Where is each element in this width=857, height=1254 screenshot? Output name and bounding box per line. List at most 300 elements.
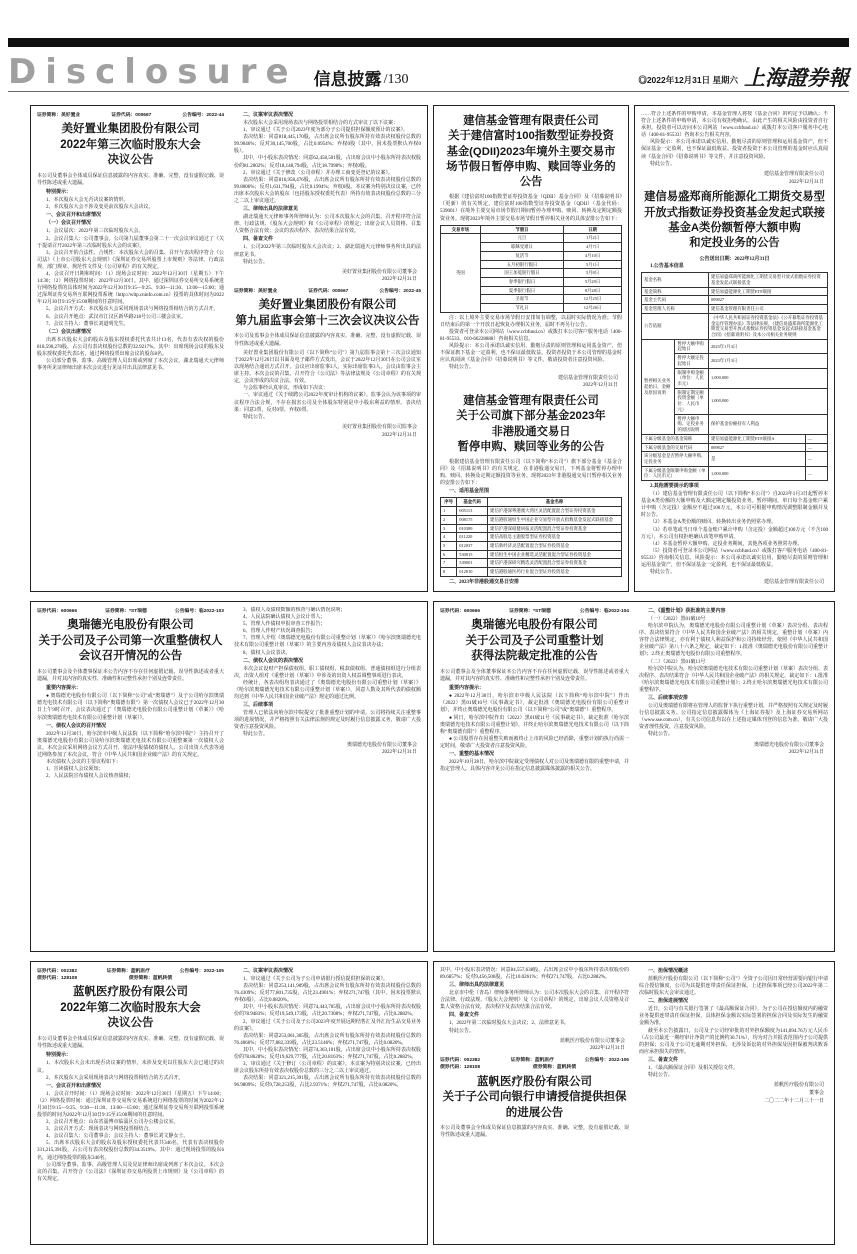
page-number: /130 [383,72,409,88]
signature-line: 2022年12月31日 [582,383,618,389]
signature-line: 2022年12月31日 [788,179,824,185]
table-header-cell: 基金名称 [488,498,622,507]
form-table [641,272,828,481]
title-line: 关于公司及子公司第一次重整债权人 [38,634,223,647]
paragraph: 1、2022年第二次临时股东大会决议；2、法律意见书。 [449,1021,570,1027]
signature-line: 董事会 [808,1090,824,1096]
paragraph: 其中，中小股东表决情况：同意74,443,705股，占出席会议中小股东所持表决权股份的78.9483%；反对19,549,173股，占比20.7308%；弃权271,747股，占比0.2882%。 [234,1005,421,1018]
form-row [642,466,828,480]
form-label: 基金管理人名称 [642,305,709,314]
byline-field: 证券代码：002382 [37,969,77,974]
title-line: 美好置业集团股份有限公司 [61,123,200,136]
article-title [234,298,421,329]
announcement-box-aorui-2 [433,601,835,952]
table-row [441,515,622,524]
paragraph: 本次会议设财产担保债权组、职工债权组、税款债权组、普通债权组进行分组表决，出资人组对《重整计划（草案）》中涉及的出资人权益调整事项进行表决。 [234,666,421,679]
title-line: 开放式指数证券投资基金发起式联接 [644,206,825,219]
table-header-row [441,225,622,234]
table-cell: 8月28日 [564,286,622,295]
byline-row [440,1064,629,1071]
paragraph: 3、审议通过《关于修订〈公司章程〉的议案》。本议案为特别决议议案，已经出席会议股东所持有效表决权股份总数的三分之二以上审议通过。 [234,1062,421,1075]
signature-line: 2022年12月31日 [381,750,417,756]
byline-field: 证券简称：*ST瑞德 [105,609,147,614]
paragraph: 湖北瑞通天元律师事务所律师认为：公司本次股东大会的召集、召开程序符合法律、行政法规、《股东大会规则》和《公司章程》的规定；出席会议人员资格、召集人资格合法有效；会议的表决程序、表决结果合法有效。 [234,215,421,235]
byline-row [440,1057,629,1064]
paragraph: 4、会议召开日期和时间：（1）现场会议时间：2022年12月30日（星期五）下午14:30；（2）网络投票时间：2022年12月30日。其中，通过深圳证券交易所交易系统进行网络投票的具体时间为2022年12月30日9:15—9:25、9:30—11:30、13:00—15:00；通过深圳证券交易所互联网投票系统（http://wltp.cninfo.com.cn）投票的具体时间为2022年12月30日9:15至15:00期间的任意时间。 [37,271,224,306]
paragraph: 6、管理人作财产状况调查报告； [243,629,316,635]
table-cell: 539001 [457,559,488,568]
paragraph: 3、会议召开方式：现场表决与网络投票相结合。 [46,1127,154,1133]
paragraph: 表决结果：同意816,958,476股，占出席会议所有股东所持有效表决权股份总数的99.8006%；反对1,631,794股，占比0.1994%；弃权0股。本议案为特别决议议案，已经出席本次股东大会的股东（包括股东授权委托代表）所持有效表决权股份总数的三分之二以上审议通过。 [234,177,421,205]
form-value: 009827 [708,296,827,305]
form-row [642,296,828,305]
form-sub-label: 暂停大额申购起始日 [675,339,708,353]
table-cell: 4 [441,533,457,542]
paragraph: 1、宣读债权人会议须知； [46,767,104,773]
paragraph: 公司及奥瑞德有限将在管理人的监督下执行重整计划，并严格按照有关规定及时履行信息披露义务。公司指定信息披露媒体为《上海证券报》及上海证券交易所网站（www.sse.com.cn），有关公司信息均以在上述指定媒体刊登的信息为准。敬请广大投资者理性投资，注意投资风险。 [639,704,828,731]
signature [641,579,824,586]
date-line: ◎2022年12月31日 星期六 [638,75,738,86]
table-header-cell: 日期 [564,225,622,234]
table-row [441,550,622,559]
form-sub-label: 暂停大额申购、定投业务的原因说明 [675,414,708,434]
form-label: 基金名称 [642,273,709,287]
paragraph: 特此公告。 [650,161,676,167]
paragraph: 3、会议召开的合法性、合规性：本次股东大会的召集、召开与表决程序符合《公司法》《上市公司股东大会规则》《深圳证券交易所股票上市规则》等法律、行政法规、部门规章、规范性文件及《公司章程》的有关规定。 [37,250,224,270]
byline-field: 公告编号：2022-105 [179,969,224,974]
paragraph: 经统计，各表决组均表决通过了《奥瑞德光电股份有限公司重整计划（草案）》《哈尔滨奥瑞德光电技术有限公司重整计划（草案）》，同意人数及其所代表的债权额均达到《中华人民共和国企业破产法》规定的通过比例。 [234,680,421,701]
table-header-cell: 交易市场 [441,225,481,234]
form-value: 2023年1月3日 [708,354,827,368]
article-title [440,618,629,665]
table-cell: 建信沪港深稳健回报灵活配置混合型证券投资基金 [488,524,622,533]
title-line: 建信基金管理有限责任公司 [463,395,599,408]
paragraph: 哈尔滨中院认为，哈尔滨奥瑞德光电技术有限公司重整计划（草案）表决分组、表决程序、表决结果符合《中华人民共和国企业破产法》的相关规定，裁定如下：1.批准《哈尔滨奥瑞德光电技术有限公司重整计划》；2.终止哈尔滨奥瑞德光电技术有限公司重整程序。 [639,666,828,693]
form-value: 1,000,000 [708,466,805,480]
paragraph: 8、债权人会议表决。 [243,650,291,656]
signature-line: 奥瑞德光电股份有限公司董事会 [346,742,417,748]
paragraph: 注：以上境外主要交易市场节假日安排如有调整，以届时实际情况为准；节假日结束后的第一个开放日起恢复办理相关业务，届时不再另行公告。 [440,315,622,328]
form-value: 保护基金份额持有人利益 [708,414,827,434]
paragraph: 2、会议召开地点：山东省淄博市临淄区公司办公楼会议室。 [46,1120,179,1126]
table-cell: 5月29日 [564,277,622,286]
section-heading: 三、备查文件 [648,1057,679,1063]
signature-line: 蓝帆医疗股份有限公司董事会 [559,1038,625,1044]
title-line: 和定投业务的公告 [689,237,780,249]
title-line: 蓝帆医疗股份有限公司 [477,1075,592,1088]
byline-field: 债券代码：128108 [37,976,77,982]
form-value: 1,000,000 [708,388,827,414]
article-title [440,114,622,190]
byline [37,112,224,119]
section-heading: 二、议案审议表决情况 [243,969,294,974]
section-heading: （二）会议出席情况 [46,329,92,335]
table-cell: 3 [441,524,457,533]
paragraph: 4、会议召集人：公司董事会；会议主持人：董事长刘文静女士。 [46,1134,189,1140]
section-heading: 二、《重整计划》获批准的主要内容 [648,609,726,614]
signature-line: 美好置业集团股份有限公司监事会 [341,424,417,430]
byline-field: 债券简称：蓝帆转债 [532,1065,577,1071]
signature-line: 建信基金管理有限责任公司 [557,375,618,381]
text-column [440,607,629,946]
announcement-box-meihao [30,105,428,592]
byline-row [37,608,224,615]
article-title [440,394,622,455]
table-cell: 008175 [457,515,488,524]
announcement-box-aorui-1 [30,601,428,952]
section-title: 信息披露 [313,70,382,89]
paragraph: 近日，公司与有关银行签署了《最高额保证合同》，为子公司在授信额度内的融资业务提供连带责任保证担保，具体担保金额以实际签署的担保合同及实际发生的融资金额为准。 [639,1007,828,1027]
table-cell: 耶稣受难日 [480,243,563,252]
form-value: 2023年1月3日 [708,339,827,353]
table-cell: 建信沪港深研究精选灵活配置混合型证券投资基金 [488,559,622,568]
paragraph: 2、本次股东大会不涉及变更前次股东大会决议。 [46,205,154,211]
text-column [234,111,421,586]
paragraph: （2）本基金A类份额的赎回、转换转出业务仍照常办理。 [650,520,777,526]
title-line: 非港股通交易日 [491,425,571,438]
byline-field: 债券简称：蓝帆转债 [128,976,173,982]
paragraph: 特此公告。 [243,732,269,738]
paragraph: 风险提示：本公司承诺以诚实信用、勤勉尽责的原则管理和运用基金资产，但不保证基金一定盈利，也不保证最低收益。投资者投资于本公司管理的基金时应认真阅读《基金合同》《招募说明书》等文件，并注意投资风险。 [641,140,828,160]
text-column [639,967,828,1239]
paragraph: 5、会议召开方式：本次股东大会采用现场表决与网络投票相结合的方式召开。 [46,307,219,313]
form-row [642,313,828,339]
paragraph: 特此公告。 [243,259,269,265]
section-heading: 三、律师出具的法律意见 [243,207,299,213]
announcement-box-lanfan-2 [433,961,835,1245]
article-title [641,190,828,251]
text-column [641,111,828,586]
byline [234,288,421,295]
paragraph: 一、审议通过《关于续聘公司2022年度审计机构的议案》。监事会认为该事项的审议程序合法合规，不存在损害公司及全体股东特别是中小股东利益的情形。表决结果：同意3票，反对0票，弃权0票。 [234,393,421,413]
paragraph: 出席本次股东大会的股东及股东授权委托代表共计13名，代表有表决权的股份818,590,270股，占公司有表决权股份总数的32.9217%。其中：出席现场会议的股东及股东授权委托代表5名，通过网络投票出席会议的股东8名。 [37,337,224,357]
byline-field: 证券简称：蓝帆医疗 [106,969,150,974]
signature [440,1038,625,1054]
signature-line: 2022年12月31日 [381,277,417,283]
table-header-cell: 序号 [441,498,457,507]
column-layout [37,607,421,946]
title-line: 基金A类份额暂停大额申购 [668,221,801,234]
table-cell: 4月10日 [564,251,622,260]
paragraph: 1、审议通过《关于公司2023年度为部分子公司提供担保额度预计的议案》。 [243,128,409,134]
paragraph: 哈尔滨中院认为，奥瑞德光电股份有限公司重整计划（草案）表决分组、表决程序、表决结果符合《中华人民共和国企业破产法》的相关规定，重整计划（草案）内容符合法律规定，亦有利于债权人利益保护和公司持续经营。依照《中华人民共和国企业破产法》第八十六条之规定，裁定如下：1.批准《奥瑞德光电股份有限公司重整计划》；2.终止奥瑞德光电股份有限公司重整程序。 [639,624,828,658]
column-layout [440,607,828,946]
title-line: 美好置业集团股份有限公司 [258,299,397,312]
form-dash-cell: — [805,452,827,466]
byline-field: 公告编号：临2022-104 [579,609,629,614]
paragraph: 其中，中小股东表决情况：同意62,458,501股，占出席会议中小股东所持表决权股份的81.2002%；反对18,148,794股，占比18.7998%；弃权0股。 [234,156,421,169]
paragraph: 表决结果：同意321,215,391股，占出席会议所有股东所持有效表决权股份总数的96.9809%；反对9,728,253股，占比2.9371%；弃权271,747股，占比0.0820%。 [234,1076,421,1089]
title-line: 蓝帆医疗股份有限公司 [73,986,188,999]
form-label: 下属分级基金的交易代码 [642,443,709,452]
paragraph: ● 奥瑞德光电股份有限公司（以下简称“公司”或“奥瑞德”）及子公司哈尔滨奥瑞德光电技术有限公司（以下简称“奥瑞德有限”）第一次债权人会议已于2022年12月30日上午9时召开，会议表决通过了《奥瑞德光电股份有限公司重整计划（草案）》《哈尔滨奥瑞德光电技术有限公司重整计划（草案）》。 [37,694,224,721]
table-cell: 1 [441,507,457,516]
signature-line: 建信基金管理有限责任公司 [763,580,824,586]
byline-row [37,975,224,982]
paragraph: 北京市中伦（青岛）律师事务所律师认为：公司本次股东大会的召集、召开程序符合法律、行政法规、《股东大会规则》及《公司章程》的规定，出席会议人员资格及召集人资格合法有效，表决程序及表决结果合法有效。 [440,991,629,1011]
paragraph: 风险提示：本公司承诺以诚实信用、勤勉尽责的原则管理和运用基金资产，但不保证旗下基金一定盈利，也不保证最低收益。投资者投资于本公司管理的基金时应认真阅读《基金合同》《招募说明书》等文件。敬请投资者注意投资风险。 [440,344,622,364]
section-heading: 二、担保进展情况 [648,999,689,1005]
paragraph: 1、会议届次：2022年第三次临时股东大会。 [46,229,144,235]
form-value: 是 [708,452,805,466]
paragraph: 1、会议召开时间：（1）现场会议时间：2022年12月30日（星期五）下午14:00；（2）网络投票时间：通过深圳证券交易所交易系统进行网络投票的时间为2022年12月30日9:15—9:25、9:30—11:30、13:00—15:00；通过深圳证券交易所互联网投票系统投票的时间为2022年12月30日9:15至15:00期间的任意时间。 [37,1091,224,1118]
title-line: 奥瑞德光电股份有限公司 [67,619,194,632]
section-heading: 特别提示： [46,190,72,196]
title-line: 的进展公告 [505,1106,564,1119]
section-heading: 三、后续事项安排 [648,696,689,702]
disclaimer-text: 本公司董事会及全体董事保证本公告内容不存在任何虚假记载、误导性陈述或者重大遗漏，并对其内容的真实性、准确性和完整性承担个别及连带责任。 [440,669,629,682]
paragraph: （3）若单笔或当日单个基金账户累计申购（含定投）金额超过100万元（不含100万元），本公司有权拒绝确认该笔申购申请。 [641,527,828,540]
section-heading: （一）会议召开情况 [46,221,92,227]
title-line: 建信易盛郑商所能源化工期货交易型 [644,191,825,204]
byline-field: 证券简称：*ST瑞德 [509,609,551,614]
paragraph: （1）建信基金管理有限责任公司（以下简称“本公司”）自2023年1月3日起暂停本基金A类份额的大额申购及大额定期定额投资业务。暂停期间，单日每个基金账户累计申购（含定投）金额应不超过100万元，本公司可根据申购情况调整限制金额并及时公告。 [641,492,828,519]
text-column [440,111,622,586]
title-line: 会议召开情况的公告 [78,650,183,663]
title-line: 公告 [519,176,543,188]
paragraph: 4、人民法院确认债权人会议计票人； [243,615,326,621]
paragraph: ● 2022年12月30日，哈尔滨市中级人民法院（以下简称“哈尔滨中院”）作出（2022）黑01破10号《民事裁定书》，裁定批准《奥瑞德光电股份有限公司重整计划》，并终止奥瑞德光电股份有限公司（以下简称“公司”或“奥瑞德”）重整程序。 [440,694,629,714]
form-dash-cell: — [805,466,827,480]
form-dash-cell: — [805,443,827,452]
table-cell: 12月25日 [564,295,622,304]
byline [37,608,224,615]
masthead-english: Disclosure [8,52,298,93]
paragraph: 特此公告。 [243,414,269,420]
text-column [234,607,421,946]
paragraph: 美好置业集团股份有限公司（以下简称“公司”）第九届监事会第十三次会议通知于2022年12月26日以书面及电子邮件方式发出，会议于2022年12月30日在公司会议室以现场结合通讯方式召开。会议应出席监事3人，实际出席监事3人。会议由监事会主席主持。本次会议的召集、召开符合《公司法》等法律法规及《公司章程》的有关规定，会议形成的决议合法、有效。 [234,350,421,385]
paragraph: 其中，中小股东表决情况：同意84,557,638股，占出席会议中小股东所持表决权股份的89.6857%；反对9,456,506股，占比10.0261%；弃权271,747股，占比0.2882%。 [440,968,629,981]
article-title [37,985,224,1032]
paragraph: 2022年10月28日，哈尔滨中院裁定受理债权人对公司及奥瑞德有限的重整申请，并指定管理人。具体内容详见公司在指定信息披露媒体披露的相关公告。 [440,759,629,773]
section-heading: 三、律师出具的法律意见 [449,983,505,989]
form-label: 基金主代码 [642,296,709,305]
title-line: 关于公司及子公司重整计划 [465,634,604,647]
signature [641,171,824,187]
form-label: 下属分级基金限制申购金额（单位：人民币元） [642,466,709,480]
signature-line: 美好置业集团股份有限公司董事会 [341,269,417,275]
table-cell: 7 [441,559,457,568]
table-cell: 012810 [457,568,488,577]
byline-field: 证券简称：美好置业 [37,113,81,118]
table-cell: 530015 [457,550,488,559]
top-rule [8,38,849,47]
table-cell: 4月7日 [564,243,622,252]
section-heading: 一、债权人会议的召开情况 [46,723,107,729]
paragraph: 2、审议通过《关于修改〈公司章程〉并办理工商变更登记的议案》。 [243,170,394,176]
form-row [642,452,828,466]
data-table [440,225,622,313]
title-line: 关于子公司向银行申请授信提供担保 [442,1091,627,1104]
table-cell: 2 [441,515,457,524]
byline-field: 公告编号：2022-45 [379,289,421,295]
byline-field: 证券简称：蓝帆医疗 [510,1058,554,1064]
paragraph: 本次股东大会采用现场表决与网络投票相结合的方式审议了以下议案： [243,121,399,126]
section-heading: 一、会议召开和出席情况 [46,1083,102,1089]
table-cell: 复活节 [480,251,563,260]
paragraph: 6、会议召开地点：武汉市江汉区新华路218号公司三楼会议室。 [46,314,187,320]
signature [234,269,417,285]
column-layout [440,111,622,586]
table-cell: 建信港股通恒生中国企业交易型开放式指数基金发起式联接基金 [488,515,622,524]
byline-field: 公告编号：2022-106 [584,1058,629,1064]
disclaimer-text: 本公司及董事会全体成员保证信息披露的内容真实、准确、完整，没有虚假记载、误导性陈述或重大遗漏。 [37,173,224,186]
announcement-box-ccb-etf [634,105,835,592]
byline-row [37,112,224,119]
table-cell: 5月1日 [564,260,622,269]
form-value: 《中华人民共和国证券投资基金法》《公开募集证券投资基金运作管理办法》等法律法规，《建信易盛郑商所能源化工期货交易型开放式指数证券投资基金发起式联接基金基金合同》《招募说明书》及本公司相关业务规则 [708,313,827,339]
text-column [234,967,421,1239]
table-cell: 建信恒生中国企业精选灵活配置混合型证券投资基金 [488,550,622,559]
announce-date-line: 公告送出日期：2022年12月31日 [699,257,770,263]
announcement-box-lanfan-1 [30,961,428,1245]
paragraph: 公司部分董事、监事、高级管理人员出席或列席了本次会议，湖北瑞通天元律师事务所见证律师出席本次会议进行见证并出具法律意见书。 [37,359,224,372]
disclaimer-text: 本公司董事会及全体董事保证本公告内容不存在任何虚假记载、误导性陈述或者重大遗漏，并对其内容的真实性、准确性和完整性承担个别及连带责任。 [37,669,224,682]
byline-field: 债券代码：128108 [440,1065,480,1071]
paragraph: 投资者可登录本公司网站（www.ccbfund.cn）或拨打本公司客户服务电话（400-81-95533、010-66228888）咨询相关信息。 [440,330,622,343]
signature-line: 建信基金管理有限责任公司 [763,171,824,177]
form-row [642,443,828,452]
paragraph: 2、会议召集人：公司董事会。公司第九届董事会第二十一次会议审议通过了《关于提请召开2022年第三次临时股东大会的议案》。 [37,236,224,249]
column-layout [37,967,421,1239]
paragraph: 特此公告。 [648,732,674,738]
byline-field: 证券代码：000667 [111,113,152,118]
disclaimer-text: 本公司及董事会全体成员保证信息披露的内容真实、准确、完整，没有虚假记载、误导性陈述或重大遗漏。 [37,1036,224,1050]
page-header [8,52,849,92]
table-row [441,507,622,516]
title-line: 决议公告 [107,1017,154,1030]
table-header-row [441,498,622,507]
table-merged-cell: 英国 [441,234,481,312]
form-group-label: 暂停相关业务起始日、金额及原因说明 [642,339,675,434]
byline [440,1057,629,1071]
byline-field: 公告编号：临2022-103 [174,609,224,614]
text-column [37,111,224,586]
paragraph: 7、管理人介绍《奥瑞德光电股份有限公司重整计划（草案）》《哈尔滨奥瑞德光电技术有限公司重整计划（草案）》的主要内容及债权人会议表决办法； [234,636,421,649]
table-row [441,559,622,568]
section-heading: 二、2023年非港股通交易日安排 [449,579,520,585]
form-dash-cell: — [805,434,827,443]
disclaimer-text: 本公司及监事会全体成员保证信息披露的内容真实、准确、完整，没有虚假记载、误导性陈述或重大遗漏。 [234,334,421,347]
paragraph: （二）（2022）黑01破11号 [648,659,706,665]
table-cell: 节礼日 [480,304,563,313]
section-heading: 四、备查文件 [449,1013,480,1019]
title-line: 关于建信富时100指数型证券投资 [448,130,614,143]
section-heading: 重要内容提示： [46,686,82,692]
paragraph: 特此公告。 [650,570,676,576]
paragraph: 7、会议主持人：董事长刘道明先生。 [46,321,129,327]
text-column [440,967,629,1239]
title-line: 决议公告 [107,154,154,167]
byline-field: 证券代码：600666 [440,609,480,614]
section-heading: 二、债权人会议的表决情况 [243,658,304,664]
table-row [441,542,622,551]
section-heading: 一、担保情况概述 [648,969,689,974]
column-layout [641,111,828,586]
announcement-box-ccb-fund [433,105,629,592]
table-cell: 圣诞节 [480,295,563,304]
paragraph: 2022年12月30日，哈尔滨市中级人民法院（以下简称“哈尔滨中院”）主持召开了奥瑞德光电股份有限公司及哈尔滨奥瑞德光电技术有限公司重整案第一次债权人会议。本次会议采用网络会议方式召开，依法申报债权的债权人、公司出资人代表等通过网络参加了本次会议，符合《中华人民共和国企业破产法》的有关规定。 [37,731,224,758]
form-row [642,287,828,296]
paragraph: 1、公司2022年第三次临时股东大会决议；2、湖北瑞通天元律师事务所出具的法律意见书。 [234,245,421,258]
paragraph: 5、出席本次股东大会的股东及股东授权委托代表共346名，代表有表决权股份331,215,391股，占公司有表决权股份总数的34.3519%。其中：通过现场投票的股东6名，通过网络投票的股东340名。 [37,1141,224,1161]
text-column [37,967,224,1239]
paragraph: 特此公告。 [648,1073,674,1079]
section-heading: 1.公告基本信息 [650,264,684,270]
paragraph: 截至本公告披露日，公司及子公司经审批的对外担保额度为141,894.76万元人民币（占公司最近一期经审计净资产的比例约30.71%），均为对合并报表范围内子公司提供的担保；公司及子公司无逾期对外担保，无涉及诉讼的对外担保及因担保被判决败诉而应承担损失的情形。 [639,1028,828,1055]
title-line: 2022年第二次临时股东大会 [60,1001,201,1014]
form-value: 建信易盛郑商所能源化工期货交易型开放式指数证券投资基金发起式联接基金 [708,273,827,287]
title-line: 关于公司旗下部分基金2023年 [456,410,606,423]
title-line: 第九届监事会第十三次会议决议公告 [235,314,420,327]
table-cell: 011220 [457,533,488,542]
table-cell: 建信港股通医药行业混合型证券投资基金 [488,568,622,577]
table-header-cell: 节假日 [480,225,563,234]
table-cell: 5 [441,542,457,551]
section-heading: 重要内容提示： [449,686,485,692]
paragraph: 表决结果：同意818,445,170股，占出席会议所有股东所持有效表决权股份总数的99.9046%；反对30,145,700股，占比0.0954%；弃权0股（其中，因未投票默认弃权0股）。 [234,135,421,155]
byline-field: 公告编号：2022-44 [182,113,224,118]
byline-row [234,288,421,295]
paragraph: 特此公告。 [449,365,475,371]
byline-field: 证券代码：000667 [308,289,349,295]
byline [37,968,224,982]
table-cell: 建信高股息主题股票型证券投资基金 [488,533,622,542]
table-row [441,234,622,243]
signature-line: 蓝帆医疗股份有限公司 [773,1083,824,1089]
title-line: 暂停申购、赎回等业务的公告 [457,440,605,453]
section-heading: 一、适用基金范围 [449,489,490,495]
section-heading: 四、备查文件 [243,237,274,243]
form-value: 009827 [708,443,805,452]
section-heading: 特别提示： [46,1053,72,1059]
table-cell: 春季银行假日 [480,277,563,286]
signature [639,742,824,758]
table-cell: 5月8日 [564,269,622,278]
signature [234,742,417,758]
section-heading: 2.其他需要提示的事项 [650,484,699,490]
table-header-cell: 基金代码 [457,498,488,507]
form-row [642,434,828,443]
title-line: 基金(QDII)2023年境外主要交易市 [446,145,616,158]
byline-field: 证券代码：002382 [440,1058,480,1064]
form-sub-label: 限制申购金额（单位：人民币元） [675,368,708,388]
table-cell: 010389 [457,524,488,533]
paragraph: 特此公告。 [449,1028,475,1034]
paragraph: 表决结果：同意253,061,305股，占出席会议所有股东所持有效表决权股份总数的76.4066%；反对77,882,339股，占比23.5146%；弃权271,747股，占比0.0820%。 [234,1033,421,1046]
byline-row [440,608,629,615]
form-sub-label: 限制定期定额投资金额（单位：人民币元） [675,388,708,414]
byline-field: 证券代码：600666 [37,609,77,614]
disclaimer-text: 本公司及董事会全体成员保证信息披露的内容真实、准确、完整，没有虚假记载、误导性陈述或重大遗漏。 [440,1126,629,1139]
form-value: 建信基金管理有限责任公司 [708,305,827,314]
text-column [37,607,224,946]
paragraph: 1、《最高额保证合同》及相关授信文件。 [648,1065,739,1071]
byline-row [37,968,224,975]
paragraph: 3、债权人及债权数额的核查与确认情况说明； [243,608,346,613]
byline [440,608,629,615]
article-title [37,618,224,665]
title-line: 2022年第三次临时股东大会 [60,138,201,151]
signature-line: 二〇二二年十二月三十一日 [763,1098,824,1104]
signature [440,375,618,391]
section-heading: 一、会议召开和出席情况 [46,213,102,219]
paragraph: 根据《建信富时100指数型证券投资基金（QDII）基金合同》及《招募说明书》（更新）的有关规定，建信富时100指数型证券投资基金（QDII）（基金代码：539001）在境外主要交易市场节假日期间暂停办理申购、赎回、转换及定期定额投资业务。现将2023年境外主要交易市场节假日暂停相关业务的具体安排公告如下： [440,195,622,222]
table-cell: 五月初银行假日 [480,260,563,269]
form-label: 下属分级基金的基金简称 [642,434,709,443]
form-row [642,305,828,314]
form-value: 1,000,000 [708,368,827,388]
